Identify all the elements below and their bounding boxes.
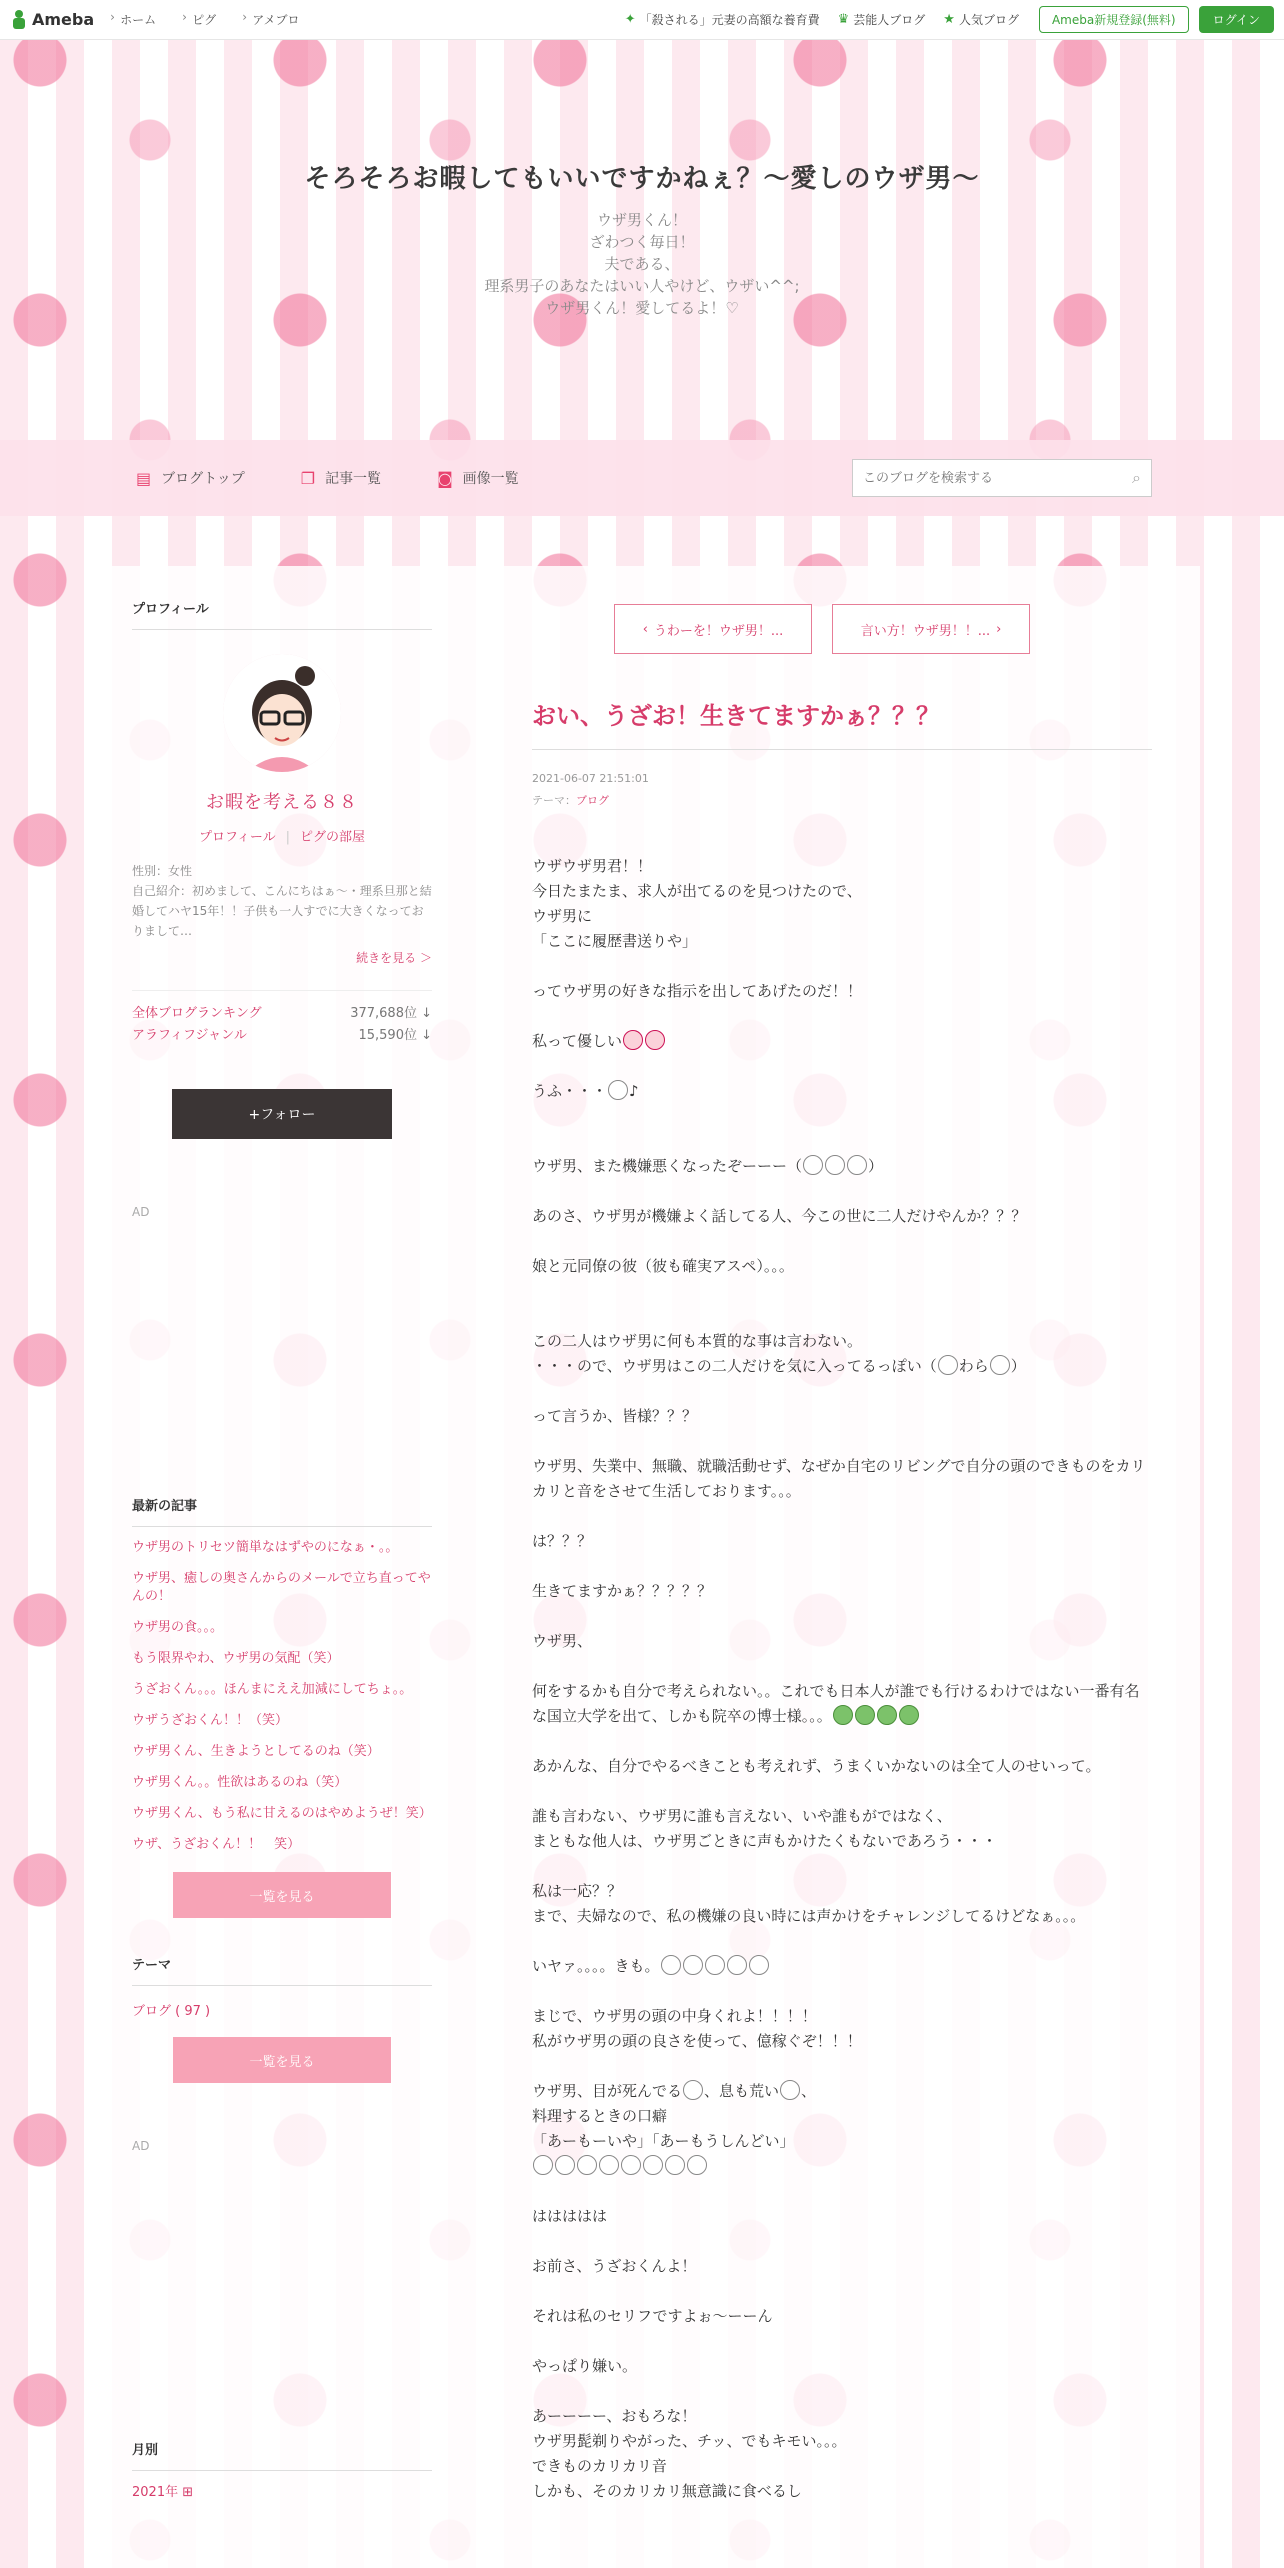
content-card: [86, 566, 1200, 2568]
article-paragraph: あかんな、自分でやるべきことも考えれず、うまくいかないのは全て人のせいって。: [532, 1757, 1101, 1775]
emoji-icon: [687, 2155, 707, 2175]
next-article-label: 言い方！ウザ男！！...: [860, 623, 991, 639]
emoji-icon: [661, 1955, 681, 1975]
top-link-celebrity[interactable]: [838, 11, 926, 28]
article-text: ウザ男、目が死んでる: [532, 2082, 683, 2100]
chevron-right-icon: ›: [996, 621, 1002, 637]
latest-item[interactable]: ウザ男、癒しの奥さんからのメールで立ち直ってやんの！: [132, 1571, 431, 1604]
article-date: 2021-06-07 21:51:01: [532, 772, 649, 785]
top-nav: [110, 11, 325, 28]
month-link[interactable]: 2021年 ⊞: [132, 2485, 194, 2500]
profile-name[interactable]: お暇を考える８８: [206, 792, 358, 813]
avatar-illustration: [223, 654, 341, 772]
emoji-icon: [938, 1355, 958, 1375]
article-paragraph: うふ・・・ ♪: [532, 1082, 639, 1100]
article-text: 、息も荒い: [704, 2082, 780, 2100]
sparkle-icon: ✦: [624, 12, 636, 27]
article-paragraph: あーーーー、おもろな！ ウザ男髭剃りやがった、チッ、でもキモい。。。 できものカリカリ音 しかも、そのカリカリ無意識に食べるし: [532, 2407, 847, 2500]
documents-icon: ❐: [300, 468, 316, 488]
latest-item[interactable]: ウザうざおくん！！（笑）: [132, 1713, 289, 1728]
article-text: 私って優しい: [532, 1032, 623, 1050]
emoji-icon: [877, 1705, 897, 1725]
crown-icon: ♛: [837, 12, 850, 27]
blog-search-input[interactable]: [863, 471, 1132, 486]
avatar-wrap: [132, 654, 432, 772]
article-paragraph: 生きてますかぁ？？？？？: [532, 1582, 713, 1600]
article-meta: [532, 768, 1152, 812]
emoji-icon: [645, 1030, 665, 1050]
emoji-icon: [899, 1705, 919, 1725]
profile-intro: 性別：女性 自己紹介：初めまして、こんにちはぁ〜・理系旦那と結婚してハヤ15年！！子供も一人すでに大きくなっておりまして…: [132, 864, 432, 938]
article-text: ウザ男、また機嫌悪くなったぞーーー（: [532, 1157, 803, 1175]
emoji-icon: [803, 1155, 823, 1175]
article-paragraph: 誰も言わない、ウザ男に誰も言えない、いや誰もがではなく、 まともな他人は、ウザ男ごときに声もかけたくもないであろう・・・: [532, 1807, 998, 1850]
theme-heading: テーマ: [132, 1954, 432, 1986]
article-paragraph: って言うか、皆様？？？: [532, 1407, 698, 1425]
emoji-icon: [683, 2080, 703, 2100]
emoji-icon: [577, 2155, 597, 2175]
article-text: 、 料理するときの口癖 「あーもーいや」「あーもうしんどい」: [532, 2082, 817, 2150]
latest-item[interactable]: ウザ男くん、生きようとしてるのね（笑）: [132, 1744, 380, 1759]
blog-header: [0, 40, 1284, 440]
ranking-label[interactable]: 全体ブログランキング: [132, 1006, 262, 1021]
blog-description: [0, 209, 1284, 319]
article-body: [532, 854, 1152, 2504]
article-paragraph: [532, 1954, 1152, 1979]
top-bar: [0, 0, 1284, 40]
emoji-icon: [705, 1955, 725, 1975]
ameba-logo-icon: [10, 9, 28, 31]
nav-blog-top[interactable]: [136, 468, 245, 488]
article-text: 何をするかも自分で考えられない。。これでも日本人が誰でも行けるわけではない一番有名な国立大学を出て、しかも院卒の博士様。。。: [532, 1682, 1140, 1725]
read-more-link[interactable]: 続きを見る ＞: [356, 951, 432, 965]
emoji-icon: [847, 1155, 867, 1175]
avatar[interactable]: [223, 654, 341, 772]
top-nav-pigg[interactable]: › ピグ: [182, 11, 216, 28]
article-paragraph: この二人はウザ男に何も本質的な事は言わない。 ・・・ので、ウザ男はこの二人だけを気に入ってるっぽい（ わら ）: [532, 1332, 1026, 1375]
top-link-celebrity-label: 芸能人ブログ: [853, 13, 926, 27]
emoji-icon: [533, 2155, 553, 2175]
star-icon: ★: [943, 12, 955, 27]
article-paragraph: ウザ男、: [532, 1632, 593, 1650]
blog-description-line: ウザ男くん！愛してるよ！♡: [545, 299, 739, 317]
blog-nav-links: [136, 468, 575, 488]
login-button[interactable]: ログイン: [1199, 6, 1274, 33]
prev-article-label: うわーを！ウザ男！...: [653, 623, 784, 639]
ameba-logo[interactable]: [10, 9, 94, 31]
emoji-icon: [608, 1080, 628, 1100]
article-paragraph: それは私のセリフですよぉ～ーーん: [532, 2307, 773, 2325]
emoji-icon: [990, 1355, 1010, 1375]
nav-image-list-label: 画像一覧: [462, 471, 519, 487]
latest-item[interactable]: ウザ男のトリセツ簡単なはずやのになぁ・。。: [132, 1540, 399, 1555]
follow-button[interactable]: +フォロー: [172, 1089, 392, 1139]
emoji-icon: [555, 2155, 575, 2175]
emoji-icon: [665, 2155, 685, 2175]
ranking-value: 15,590位 ↓: [358, 1028, 432, 1043]
ranking-row: [132, 1025, 432, 1047]
article-paragraph: ウザ男、失業中、無職、就職活動せず、なぜか自宅のリビングで自分の頭のできものをカリカリと音をさせて生活しております。。。: [532, 1457, 1146, 1500]
article-paragraph: やっぱり嫌い。: [532, 2357, 638, 2375]
article-text: この二人はウザ男に何も本質的な事は言わない。 ・・・ので、ウザ男はこの二人だけを気に入ってるっぽい（: [532, 1332, 937, 1375]
nav-article-list-label: 記事一覧: [325, 471, 382, 487]
article-paragraph: は？？？: [532, 1532, 593, 1550]
article-paragraph: 娘と元同僚の彼（彼も確実アスペ）。。。: [532, 1257, 794, 1275]
latest-item[interactable]: ウザ男の食。。。: [132, 1620, 224, 1635]
blog-description-line: 夫である、: [604, 255, 680, 273]
camera-icon: ◙: [437, 468, 453, 488]
emoji-icon: [855, 1705, 875, 1725]
article-paragraph: ウザ男、また機嫌悪くなったぞーーー（ ）: [532, 1157, 884, 1175]
prev-article-button[interactable]: [614, 604, 812, 654]
latest-list-button[interactable]: 一覧を見る: [173, 1872, 391, 1918]
nav-image-list[interactable]: [437, 468, 519, 488]
nav-blog-top-label: ブログトップ: [161, 471, 245, 487]
emoji-icon: [599, 2155, 619, 2175]
ranking-value: 377,688位 ↓: [350, 1006, 432, 1021]
article-paragraph: 私は一応？？ まで、夫婦なので、私の機嫌の良い時には声かけをチャレンジしてるけどなぁ。。。: [532, 1882, 1086, 1925]
blog-search: [852, 459, 1152, 497]
top-right: [607, 6, 1274, 33]
nav-article-list[interactable]: [301, 468, 381, 488]
emoji-icon: [780, 2080, 800, 2100]
article-theme-label: テーマ：: [532, 794, 576, 807]
article-paragraph: [532, 1679, 1152, 1729]
register-button[interactable]: Ameba新規登録(無料): [1039, 6, 1189, 33]
article-text: いヤァ。。。。きも。: [532, 1957, 660, 1975]
article-paragraph: ってウザ男の好きな指示を出してあげたのだ！！: [532, 982, 863, 1000]
theme-link[interactable]: ブログ ( 97 ): [132, 2004, 211, 2019]
latest-list: [132, 1539, 432, 1854]
latest-item[interactable]: うざおくん。。。ほんまにええ加減にしてちょ。。: [132, 1682, 413, 1697]
article-text: うふ・・・: [532, 1082, 608, 1100]
article-paragraph: [532, 2079, 1152, 2179]
emoji-icon: [683, 1955, 703, 1975]
blog-nav: [0, 440, 1284, 516]
emoji-icon: [623, 1030, 643, 1050]
article-theme-link[interactable]: ブログ: [576, 794, 609, 807]
article-paragraph: お前さ、うざおくんよ！: [532, 2257, 697, 2275]
divider: |: [285, 830, 291, 845]
monthly-heading: 月別: [132, 2439, 432, 2471]
latest-item[interactable]: ウザ、うざおくん！！ 笑）: [132, 1837, 301, 1852]
ranking: [132, 990, 432, 1047]
next-article-button[interactable]: [832, 604, 1030, 654]
article-pager: [492, 604, 1152, 654]
ranking-label[interactable]: アラフィフジャンル: [132, 1028, 247, 1043]
ad-label: AD: [132, 2139, 150, 2153]
ad-label: AD: [132, 1205, 150, 1219]
latest-item[interactable]: ウザ男くん。。性欲はあるのね（笑）: [132, 1775, 348, 1790]
profile-link[interactable]: プロフィール: [198, 830, 276, 845]
blog-description-line: 理系男子のあなたはいい人やけど、ウザい^^;: [484, 277, 800, 295]
article-paragraph: ウザウザ男君！！ 今日たまたま、求人が出てるのを見つけたので、 ウザ男に 「ここに履歴書送りや」: [532, 857, 862, 950]
top-link-popular-label: 人気ブログ: [958, 13, 1019, 27]
article-paragraph: ははははは: [532, 2207, 608, 2225]
blog-description-line: ざわつく毎日！: [589, 233, 695, 251]
top-nav-ameblo[interactable]: › アメブロ: [242, 11, 299, 28]
latest-heading: 最新の記事: [132, 1495, 432, 1527]
profile-links: [132, 826, 432, 845]
chevron-left-icon: ‹: [642, 621, 648, 637]
article: [532, 604, 1152, 2529]
book-icon: ▤: [136, 468, 152, 488]
latest-item[interactable]: もう限界やわ、ウザ男の気配（笑）: [132, 1651, 340, 1666]
top-link-news-label: 「殺される」元妻の高額な養育費: [639, 13, 820, 27]
blog-description-line: ウザ男くん！: [596, 211, 687, 229]
article-title[interactable]: おい、うざお！生きてますかぁ？？？: [532, 696, 1152, 750]
article-theme: [532, 790, 1152, 812]
top-nav-home[interactable]: › ホーム: [110, 11, 156, 28]
article-paragraph: まじで、ウザ男の頭の中身くれよ！！！！ 私がウザ男の頭の良さを使って、億稼ぐぞ！！！: [532, 2007, 862, 2050]
emoji-icon: [727, 1955, 747, 1975]
profile-heading: プロフィール: [132, 598, 432, 630]
emoji-icon: [833, 1705, 853, 1725]
article-paragraph: [532, 1029, 1152, 1054]
search-icon[interactable]: ⌕: [1132, 468, 1141, 487]
emoji-icon: [825, 1155, 845, 1175]
top-link-popular[interactable]: [943, 11, 1019, 28]
pigg-room-link[interactable]: ピグの部屋: [300, 830, 366, 845]
ranking-row: [132, 1003, 432, 1025]
ameba-logo-text: Ameba: [32, 10, 95, 29]
article-paragraph: あのさ、ウザ男が機嫌よく話してる人、今この世に二人だけやんか？？？: [532, 1207, 1027, 1225]
article-text: わら: [958, 1357, 989, 1375]
emoji-icon: [749, 1955, 769, 1975]
emoji-icon: [643, 2155, 663, 2175]
emoji-icon: [621, 2155, 641, 2175]
top-link-news[interactable]: [625, 11, 820, 28]
theme-list-button[interactable]: 一覧を見る: [173, 2037, 391, 2083]
sidebar: [132, 598, 432, 2500]
blog-title[interactable]: そろそろお暇してもいいですかねぇ？〜愛しのウザ男〜: [304, 164, 980, 194]
latest-item[interactable]: ウザ男くん、もう私に甘えるのはやめようぜ！笑）: [132, 1806, 432, 1821]
